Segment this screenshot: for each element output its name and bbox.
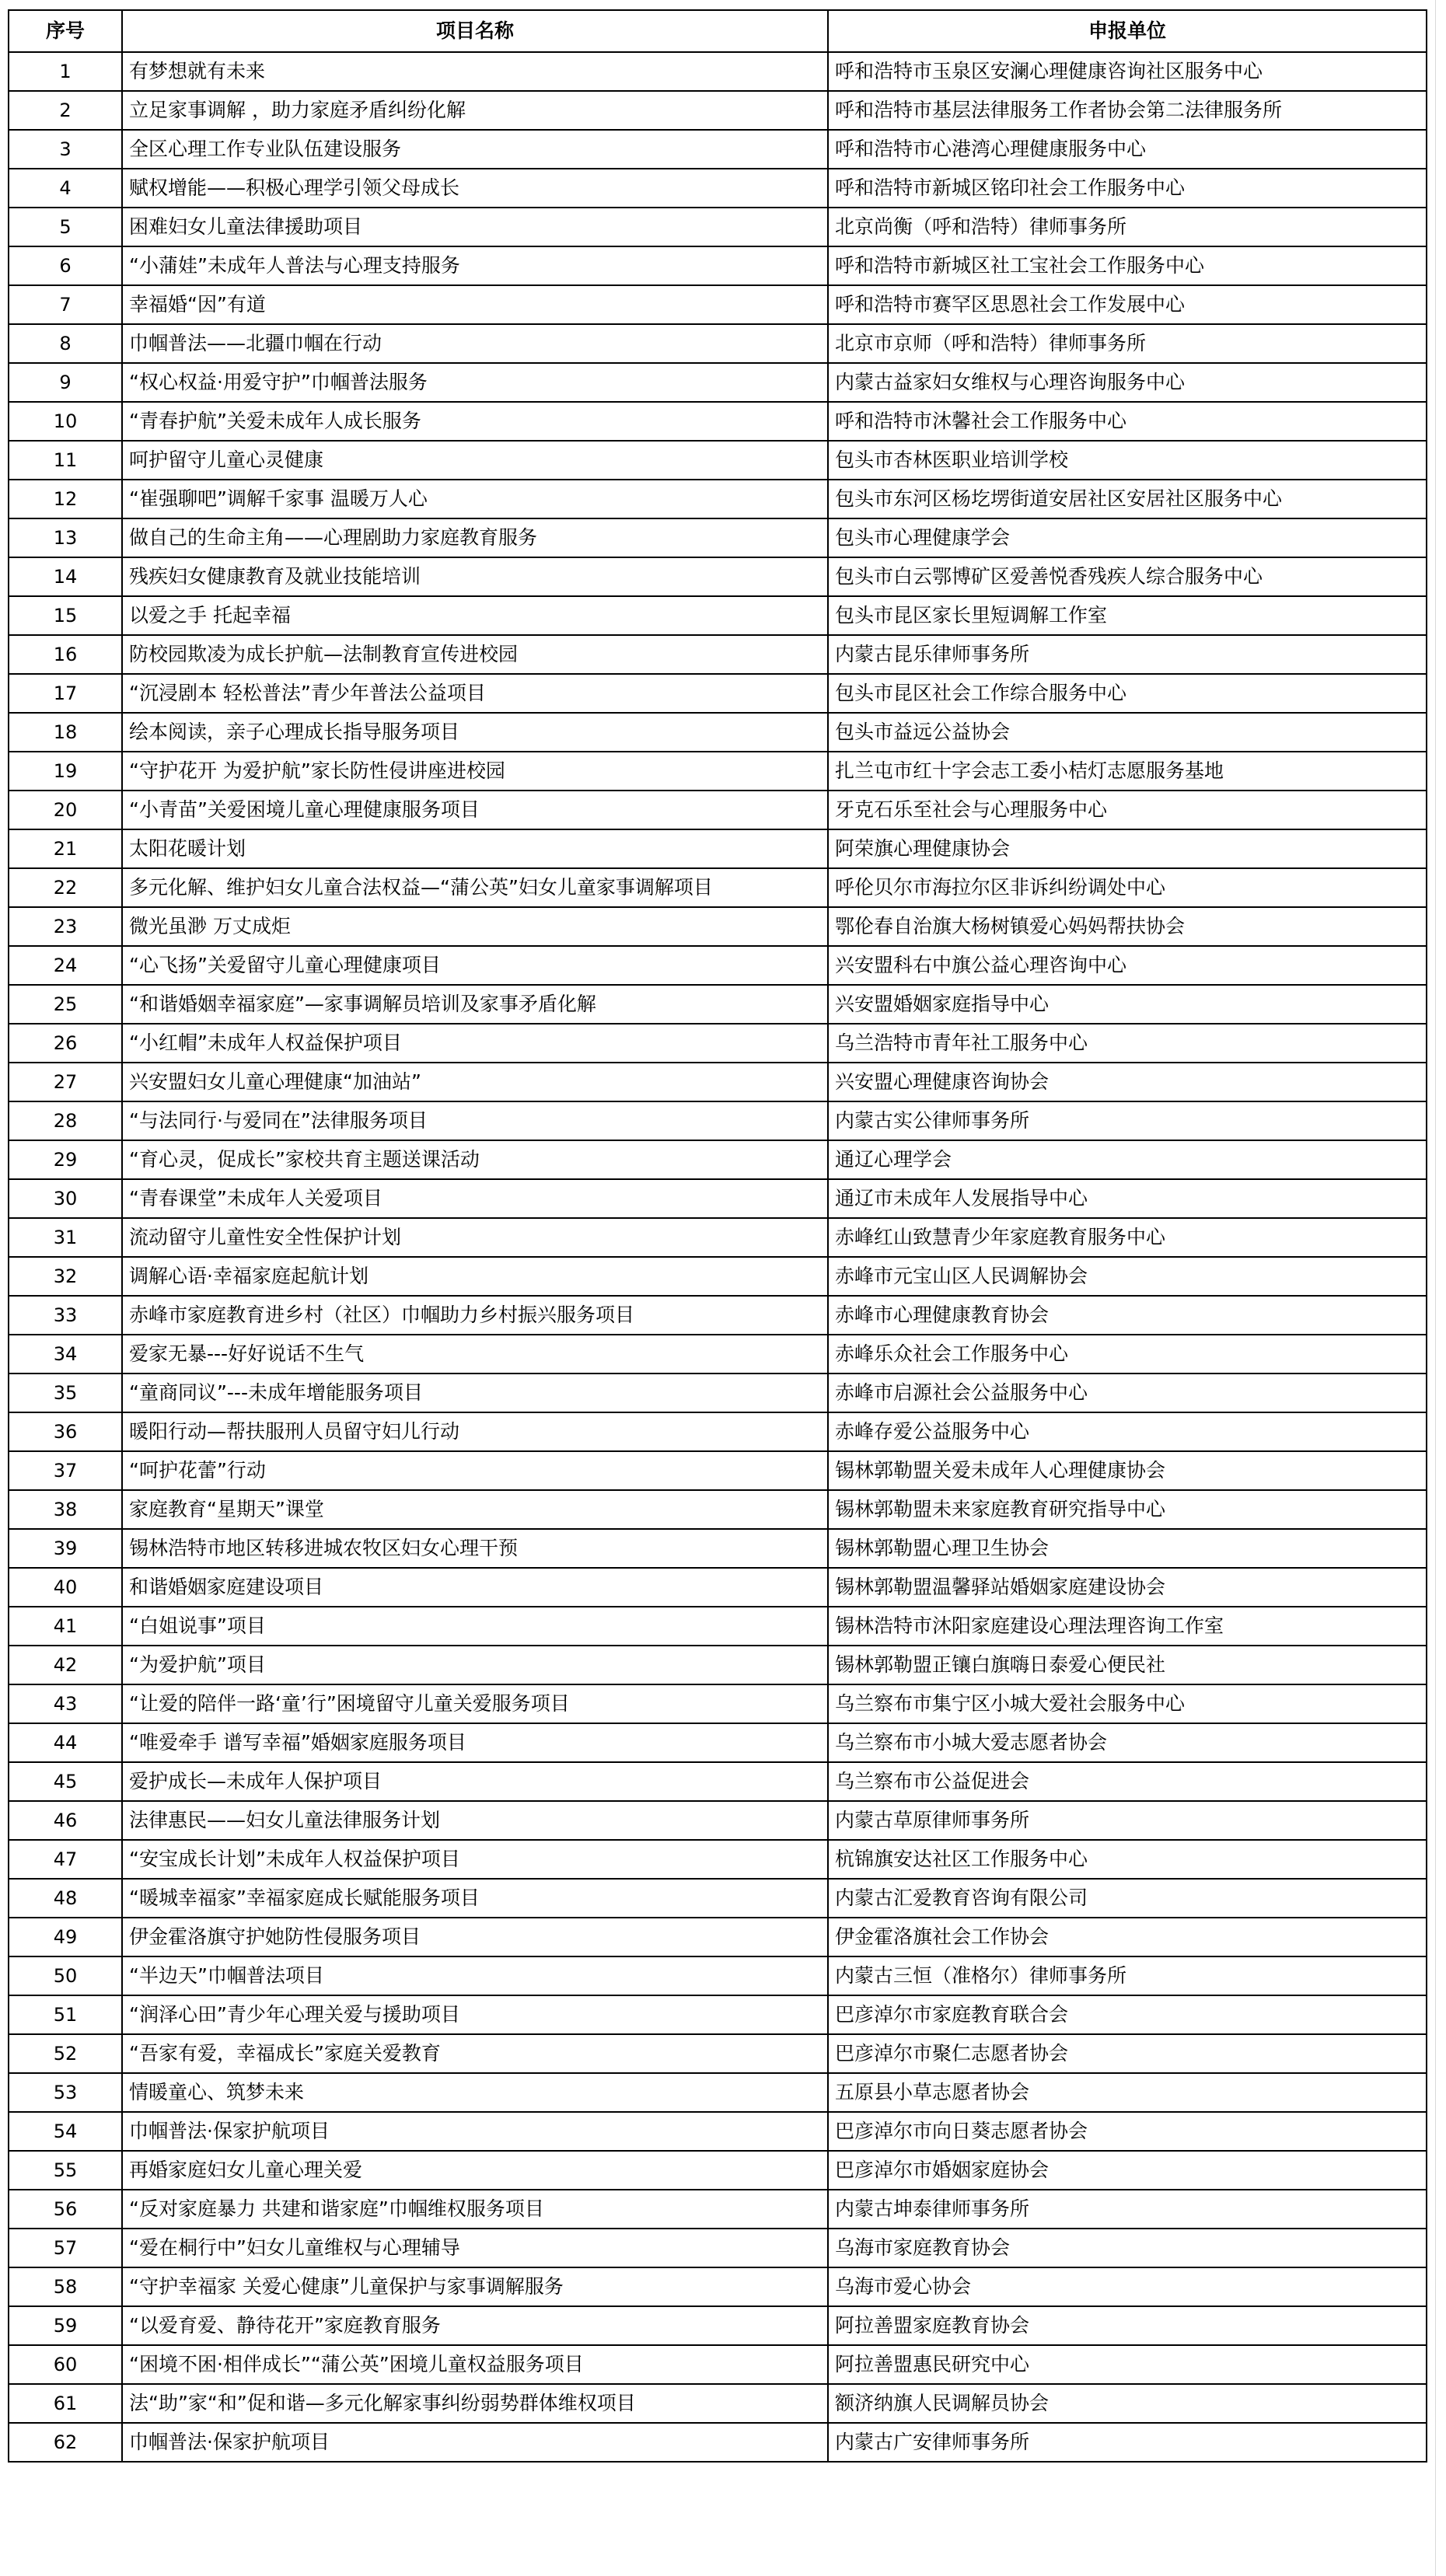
- row-number-cell: 2: [9, 91, 122, 130]
- project-name-cell: “呵护花蕾”行动: [122, 1451, 828, 1490]
- row-number-cell: 16: [9, 635, 122, 674]
- applicant-unit-cell: 阿拉善盟家庭教育协会: [828, 2306, 1427, 2345]
- row-number-cell: 24: [9, 946, 122, 985]
- applicant-unit-cell: 内蒙古益家妇女维权与心理咨询服务中心: [828, 363, 1427, 402]
- table-row: [9, 2345, 1427, 2384]
- project-name-cell: “暖城幸福家”幸福家庭成长赋能服务项目: [122, 1879, 828, 1918]
- table-row: [9, 1840, 1427, 1879]
- table-row: [9, 2423, 1427, 2462]
- project-name-cell: “守护花开 为爱护航”家长防性侵讲座进校园: [122, 752, 828, 791]
- table-row: [9, 169, 1427, 208]
- project-name-cell: 有梦想就有未来: [122, 52, 828, 91]
- table-row: [9, 2229, 1427, 2267]
- table-row: [9, 324, 1427, 363]
- applicant-unit-cell: 乌海市爱心协会: [828, 2267, 1427, 2306]
- table-row: [9, 1879, 1427, 1918]
- row-number-cell: 31: [9, 1218, 122, 1257]
- project-name-cell: “青春课堂”未成年人关爱项目: [122, 1179, 828, 1218]
- table-row: [9, 1335, 1427, 1374]
- project-name-cell: 幸福婚“因”有道: [122, 285, 828, 324]
- applicant-unit-cell: 赤峰市元宝山区人民调解协会: [828, 1257, 1427, 1296]
- table-row: [9, 1257, 1427, 1296]
- project-name-cell: 巾帼普法·保家护航项目: [122, 2423, 828, 2462]
- row-number-cell: 54: [9, 2112, 122, 2151]
- project-name-cell: 做自己的生命主角——心理剧助力家庭教育服务: [122, 518, 828, 557]
- project-name-cell: 多元化解、维护妇女儿童合法权益—“蒲公英”妇女儿童家事调解项目: [122, 868, 828, 907]
- table-row: [9, 1762, 1427, 1801]
- project-name-cell: 赤峰市家庭教育进乡村（社区）巾帼助力乡村振兴服务项目: [122, 1296, 828, 1335]
- table-row: [9, 208, 1427, 246]
- project-name-cell: “心飞扬”关爱留守儿童心理健康项目: [122, 946, 828, 985]
- project-name-cell: 爱护成长—未成年人保护项目: [122, 1762, 828, 1801]
- row-number-cell: 26: [9, 1024, 122, 1063]
- table-row: [9, 635, 1427, 674]
- applicant-unit-cell: 包头市白云鄂博矿区爱善悦香残疾人综合服务中心: [828, 557, 1427, 596]
- project-name-cell: 锡林浩特市地区转移进城农牧区妇女心理干预: [122, 1529, 828, 1568]
- applicant-unit-cell: 扎兰屯市红十字会志工委小桔灯志愿服务基地: [828, 752, 1427, 791]
- applicant-unit-cell: 巴彦淖尔市家庭教育联合会: [828, 1995, 1427, 2034]
- project-name-cell: 巾帼普法——北疆巾帼在行动: [122, 324, 828, 363]
- project-name-cell: 法律惠民——妇女儿童法律服务计划: [122, 1801, 828, 1840]
- row-number-cell: 11: [9, 441, 122, 480]
- applicant-unit-cell: 阿拉善盟惠民研究中心: [828, 2345, 1427, 2384]
- project-name-cell: 伊金霍洛旗守护她防性侵服务项目: [122, 1918, 828, 1956]
- applicant-unit-cell: 北京市京师（呼和浩特）律师事务所: [828, 324, 1427, 363]
- applicant-unit-cell: 通辽心理学会: [828, 1140, 1427, 1179]
- header-no: 序号: [9, 10, 122, 52]
- project-name-cell: 调解心语·幸福家庭起航计划: [122, 1257, 828, 1296]
- project-name-cell: 兴安盟妇女儿童心理健康“加油站”: [122, 1063, 828, 1101]
- table-row: [9, 868, 1427, 907]
- applicant-unit-cell: 包头市心理健康学会: [828, 518, 1427, 557]
- table-row: [9, 829, 1427, 868]
- table-row: [9, 441, 1427, 480]
- table-row: [9, 1374, 1427, 1412]
- table-row: [9, 1179, 1427, 1218]
- project-name-cell: 微光虽渺 万丈成炬: [122, 907, 828, 946]
- applicant-unit-cell: 巴彦淖尔市聚仁志愿者协会: [828, 2034, 1427, 2073]
- row-number-cell: 19: [9, 752, 122, 791]
- table-row: [9, 791, 1427, 829]
- table-row: [9, 907, 1427, 946]
- applicant-unit-cell: 兴安盟科右中旗公益心理咨询中心: [828, 946, 1427, 985]
- header-project-name: 项目名称: [122, 10, 828, 52]
- applicant-unit-cell: 阿荣旗心理健康协会: [828, 829, 1427, 868]
- project-name-cell: “半边天”巾帼普法项目: [122, 1956, 828, 1995]
- sheet-gridline: [1435, 0, 1436, 2576]
- project-name-cell: 巾帼普法·保家护航项目: [122, 2112, 828, 2151]
- applicant-unit-cell: 包头市益远公益协会: [828, 713, 1427, 752]
- applicant-unit-cell: 乌兰察布市小城大爱志愿者协会: [828, 1723, 1427, 1762]
- table-row: [9, 2190, 1427, 2229]
- table-row: [9, 2112, 1427, 2151]
- row-number-cell: 62: [9, 2423, 122, 2462]
- table-row: [9, 1024, 1427, 1063]
- row-number-cell: 48: [9, 1879, 122, 1918]
- row-number-cell: 17: [9, 674, 122, 713]
- row-number-cell: 44: [9, 1723, 122, 1762]
- project-name-cell: “小青苗”关爱困境儿童心理健康服务项目: [122, 791, 828, 829]
- table-row: [9, 1995, 1427, 2034]
- applicant-unit-cell: 乌兰浩特市青年社工服务中心: [828, 1024, 1427, 1063]
- applicant-unit-cell: 巴彦淖尔市婚姻家庭协会: [828, 2151, 1427, 2190]
- row-number-cell: 4: [9, 169, 122, 208]
- row-number-cell: 46: [9, 1801, 122, 1840]
- project-name-cell: “爱在桐行中”妇女儿童维权与心理辅导: [122, 2229, 828, 2267]
- row-number-cell: 40: [9, 1568, 122, 1607]
- row-number-cell: 20: [9, 791, 122, 829]
- row-number-cell: 55: [9, 2151, 122, 2190]
- row-number-cell: 60: [9, 2345, 122, 2384]
- row-number-cell: 52: [9, 2034, 122, 2073]
- row-number-cell: 32: [9, 1257, 122, 1296]
- table-row: [9, 1296, 1427, 1335]
- row-number-cell: 8: [9, 324, 122, 363]
- applicant-unit-cell: 呼和浩特市沐馨社会工作服务中心: [828, 402, 1427, 441]
- table-row: [9, 752, 1427, 791]
- project-name-cell: 太阳花暖计划: [122, 829, 828, 868]
- applicant-unit-cell: 包头市杏林医职业培训学校: [828, 441, 1427, 480]
- applicant-unit-cell: 赤峰乐众社会工作服务中心: [828, 1335, 1427, 1374]
- row-number-cell: 6: [9, 246, 122, 285]
- table-row: [9, 1646, 1427, 1684]
- table-row: [9, 2306, 1427, 2345]
- project-name-cell: 防校园欺凌为成长护航—法制教育宣传进校园: [122, 635, 828, 674]
- applicant-unit-cell: 呼和浩特市心港湾心理健康服务中心: [828, 130, 1427, 169]
- row-number-cell: 14: [9, 557, 122, 596]
- applicant-unit-cell: 呼伦贝尔市海拉尔区非诉纠纷调处中心: [828, 868, 1427, 907]
- applicant-unit-cell: 乌兰察布市公益促进会: [828, 1762, 1427, 1801]
- table-row: [9, 1529, 1427, 1568]
- applicant-unit-cell: 锡林郭勒盟关爱未成年人心理健康协会: [828, 1451, 1427, 1490]
- table-row: [9, 1101, 1427, 1140]
- project-name-cell: “吾家有爱，幸福成长”家庭关爱教育: [122, 2034, 828, 2073]
- table-row: [9, 1801, 1427, 1840]
- applicant-unit-cell: 兴安盟心理健康咨询协会: [828, 1063, 1427, 1101]
- project-name-cell: 残疾妇女健康教育及就业技能培训: [122, 557, 828, 596]
- table-row: [9, 246, 1427, 285]
- row-number-cell: 22: [9, 868, 122, 907]
- row-number-cell: 15: [9, 596, 122, 635]
- applicant-unit-cell: 包头市昆区社会工作综合服务中心: [828, 674, 1427, 713]
- applicant-unit-cell: 包头市昆区家长里短调解工作室: [828, 596, 1427, 635]
- applicant-unit-cell: 内蒙古实公律师事务所: [828, 1101, 1427, 1140]
- applicant-unit-cell: 乌海市家庭教育协会: [828, 2229, 1427, 2267]
- table-row: [9, 1218, 1427, 1257]
- table-row: [9, 2034, 1427, 2073]
- table-row: [9, 713, 1427, 752]
- project-name-cell: “为爱护航”项目: [122, 1646, 828, 1684]
- row-number-cell: 25: [9, 985, 122, 1024]
- table-row: [9, 363, 1427, 402]
- table-row: [9, 674, 1427, 713]
- row-number-cell: 58: [9, 2267, 122, 2306]
- applicant-unit-cell: 呼和浩特市新城区社工宝社会工作服务中心: [828, 246, 1427, 285]
- row-number-cell: 61: [9, 2384, 122, 2423]
- project-name-cell: “润泽心田”青少年心理关爱与援助项目: [122, 1995, 828, 2034]
- table-row: [9, 1918, 1427, 1956]
- project-name-cell: “安宝成长计划”未成年人权益保护项目: [122, 1840, 828, 1879]
- table-row: [9, 480, 1427, 518]
- row-number-cell: 18: [9, 713, 122, 752]
- project-name-cell: 绘本阅读，亲子心理成长指导服务项目: [122, 713, 828, 752]
- table-row: [9, 985, 1427, 1024]
- row-number-cell: 23: [9, 907, 122, 946]
- applicant-unit-cell: 赤峰市启源社会公益服务中心: [828, 1374, 1427, 1412]
- project-name-cell: “与法同行·与爱同在”法律服务项目: [122, 1101, 828, 1140]
- row-number-cell: 47: [9, 1840, 122, 1879]
- row-number-cell: 34: [9, 1335, 122, 1374]
- row-number-cell: 7: [9, 285, 122, 324]
- applicant-unit-cell: 赤峰红山致慧青少年家庭教育服务中心: [828, 1218, 1427, 1257]
- project-name-cell: 流动留守儿童性安全性保护计划: [122, 1218, 828, 1257]
- project-name-cell: “小蒲娃”未成年人普法与心理支持服务: [122, 246, 828, 285]
- project-name-cell: “困境不困·相伴成长”“蒲公英”困境儿童权益服务项目: [122, 2345, 828, 2384]
- row-number-cell: 30: [9, 1179, 122, 1218]
- project-name-cell: 和谐婚姻家庭建设项目: [122, 1568, 828, 1607]
- row-number-cell: 45: [9, 1762, 122, 1801]
- project-name-cell: 以爱之手 托起幸福: [122, 596, 828, 635]
- row-number-cell: 43: [9, 1684, 122, 1723]
- project-name-cell: “小红帽”未成年人权益保护项目: [122, 1024, 828, 1063]
- row-number-cell: 59: [9, 2306, 122, 2345]
- project-name-cell: 暖阳行动—帮扶服刑人员留守妇儿行动: [122, 1412, 828, 1451]
- project-name-cell: 家庭教育“星期天”课堂: [122, 1490, 828, 1529]
- table-row: [9, 130, 1427, 169]
- row-number-cell: 37: [9, 1451, 122, 1490]
- applicant-unit-cell: 内蒙古昆乐律师事务所: [828, 635, 1427, 674]
- row-number-cell: 35: [9, 1374, 122, 1412]
- project-name-cell: 呵护留守儿童心灵健康: [122, 441, 828, 480]
- applicant-unit-cell: 巴彦淖尔市向日葵志愿者协会: [828, 2112, 1427, 2151]
- applicant-unit-cell: 鄂伦春自治旗大杨树镇爱心妈妈帮扶协会: [828, 907, 1427, 946]
- project-name-cell: “唯爱牵手 谱写幸福”婚姻家庭服务项目: [122, 1723, 828, 1762]
- project-table: [8, 9, 1427, 2463]
- project-name-cell: 赋权增能——积极心理学引领父母成长: [122, 169, 828, 208]
- table-body: [9, 52, 1427, 2462]
- row-number-cell: 42: [9, 1646, 122, 1684]
- applicant-unit-cell: 牙克石乐至社会与心理服务中心: [828, 791, 1427, 829]
- row-number-cell: 21: [9, 829, 122, 868]
- applicant-unit-cell: 锡林郭勒盟正镶白旗嗨日泰爱心便民社: [828, 1646, 1427, 1684]
- table-row: [9, 91, 1427, 130]
- row-number-cell: 53: [9, 2073, 122, 2112]
- applicant-unit-cell: 呼和浩特市基层法律服务工作者协会第二法律服务所: [828, 91, 1427, 130]
- applicant-unit-cell: 包头市东河区杨圪塄街道安居社区安居社区服务中心: [828, 480, 1427, 518]
- project-name-cell: “守护幸福家 关爱心健康”儿童保护与家事调解服务: [122, 2267, 828, 2306]
- table-row: [9, 1684, 1427, 1723]
- applicant-unit-cell: 呼和浩特市赛罕区思恩社会工作发展中心: [828, 285, 1427, 324]
- table-row: [9, 1607, 1427, 1646]
- table-row: [9, 1956, 1427, 1995]
- table-row: [9, 402, 1427, 441]
- table-row: [9, 1568, 1427, 1607]
- project-name-cell: “童商同议”---未成年增能服务项目: [122, 1374, 828, 1412]
- table-row: [9, 1140, 1427, 1179]
- row-number-cell: 9: [9, 363, 122, 402]
- row-number-cell: 57: [9, 2229, 122, 2267]
- project-name-cell: “白姐说事”项目: [122, 1607, 828, 1646]
- table-row: [9, 2384, 1427, 2423]
- project-name-cell: “让爱的陪伴一路‘童’行”困境留守儿童关爱服务项目: [122, 1684, 828, 1723]
- applicant-unit-cell: 内蒙古坤泰律师事务所: [828, 2190, 1427, 2229]
- project-name-cell: 再婚家庭妇女儿童心理关爱: [122, 2151, 828, 2190]
- applicant-unit-cell: 内蒙古三恒（准格尔）律师事务所: [828, 1956, 1427, 1995]
- applicant-unit-cell: 兴安盟婚姻家庭指导中心: [828, 985, 1427, 1024]
- row-number-cell: 29: [9, 1140, 122, 1179]
- applicant-unit-cell: 乌兰察布市集宁区小城大爱社会服务中心: [828, 1684, 1427, 1723]
- project-name-cell: 困难妇女儿童法律援助项目: [122, 208, 828, 246]
- row-number-cell: 3: [9, 130, 122, 169]
- applicant-unit-cell: 通辽市未成年人发展指导中心: [828, 1179, 1427, 1218]
- applicant-unit-cell: 锡林浩特市沐阳家庭建设心理法理咨询工作室: [828, 1607, 1427, 1646]
- project-name-cell: “以爱育爱、静待花开”家庭教育服务: [122, 2306, 828, 2345]
- row-number-cell: 13: [9, 518, 122, 557]
- applicant-unit-cell: 赤峰市心理健康教育协会: [828, 1296, 1427, 1335]
- applicant-unit-cell: 杭锦旗安达社区工作服务中心: [828, 1840, 1427, 1879]
- row-number-cell: 36: [9, 1412, 122, 1451]
- row-number-cell: 39: [9, 1529, 122, 1568]
- project-name-cell: “育心灵，促成长”家校共育主题送课活动: [122, 1140, 828, 1179]
- project-name-cell: “和谐婚姻幸福家庭”—家事调解员培训及家事矛盾化解: [122, 985, 828, 1024]
- table-row: [9, 518, 1427, 557]
- applicant-unit-cell: 呼和浩特市玉泉区安澜心理健康咨询社区服务中心: [828, 52, 1427, 91]
- table-row: [9, 2151, 1427, 2190]
- table-row: [9, 596, 1427, 635]
- row-number-cell: 10: [9, 402, 122, 441]
- applicant-unit-cell: 赤峰存爱公益服务中心: [828, 1412, 1427, 1451]
- project-name-cell: “沉浸剧本 轻松普法”青少年普法公益项目: [122, 674, 828, 713]
- table-row: [9, 1412, 1427, 1451]
- row-number-cell: 33: [9, 1296, 122, 1335]
- applicant-unit-cell: 额济纳旗人民调解员协会: [828, 2384, 1427, 2423]
- row-number-cell: 51: [9, 1995, 122, 2034]
- row-number-cell: 1: [9, 52, 122, 91]
- table-row: [9, 52, 1427, 91]
- row-number-cell: 12: [9, 480, 122, 518]
- row-number-cell: 28: [9, 1101, 122, 1140]
- applicant-unit-cell: 北京尚衡（呼和浩特）律师事务所: [828, 208, 1427, 246]
- project-name-cell: 爱家无暴---好好说话不生气: [122, 1335, 828, 1374]
- applicant-unit-cell: 锡林郭勒盟未来家庭教育研究指导中心: [828, 1490, 1427, 1529]
- project-name-cell: “崔强聊吧”调解千家事 温暖万人心: [122, 480, 828, 518]
- table-row: [9, 946, 1427, 985]
- table-row: [9, 1063, 1427, 1101]
- applicant-unit-cell: 呼和浩特市新城区铭印社会工作服务中心: [828, 169, 1427, 208]
- table-row: [9, 285, 1427, 324]
- project-name-cell: 全区心理工作专业队伍建设服务: [122, 130, 828, 169]
- project-name-cell: “反对家庭暴力 共建和谐家庭”巾帼维权服务项目: [122, 2190, 828, 2229]
- table-row: [9, 1723, 1427, 1762]
- row-number-cell: 38: [9, 1490, 122, 1529]
- table-row: [9, 1451, 1427, 1490]
- applicant-unit-cell: 内蒙古汇爱教育咨询有限公司: [828, 1879, 1427, 1918]
- header-row: [9, 10, 1427, 52]
- applicant-unit-cell: 锡林郭勒盟温馨驿站婚姻家庭建设协会: [828, 1568, 1427, 1607]
- applicant-unit-cell: 锡林郭勒盟心理卫生协会: [828, 1529, 1427, 1568]
- table-row: [9, 2073, 1427, 2112]
- header-applicant-unit: 申报单位: [828, 10, 1427, 52]
- row-number-cell: 49: [9, 1918, 122, 1956]
- project-name-cell: 情暖童心、筑梦未来: [122, 2073, 828, 2112]
- applicant-unit-cell: 伊金霍洛旗社会工作协会: [828, 1918, 1427, 1956]
- applicant-unit-cell: 内蒙古广安律师事务所: [828, 2423, 1427, 2462]
- applicant-unit-cell: 五原县小草志愿者协会: [828, 2073, 1427, 2112]
- row-number-cell: 27: [9, 1063, 122, 1101]
- table-row: [9, 1490, 1427, 1529]
- project-name-cell: “青春护航”关爱未成年人成长服务: [122, 402, 828, 441]
- row-number-cell: 5: [9, 208, 122, 246]
- project-name-cell: “权心权益·用爱守护”巾帼普法服务: [122, 363, 828, 402]
- project-name-cell: 法“助”家“和”促和谐—多元化解家事纠纷弱势群体维权项目: [122, 2384, 828, 2423]
- row-number-cell: 56: [9, 2190, 122, 2229]
- row-number-cell: 41: [9, 1607, 122, 1646]
- table-row: [9, 557, 1427, 596]
- table-row: [9, 2267, 1427, 2306]
- row-number-cell: 50: [9, 1956, 122, 1995]
- project-name-cell: 立足家事调解 ，助力家庭矛盾纠纷化解: [122, 91, 828, 130]
- applicant-unit-cell: 内蒙古草原律师事务所: [828, 1801, 1427, 1840]
